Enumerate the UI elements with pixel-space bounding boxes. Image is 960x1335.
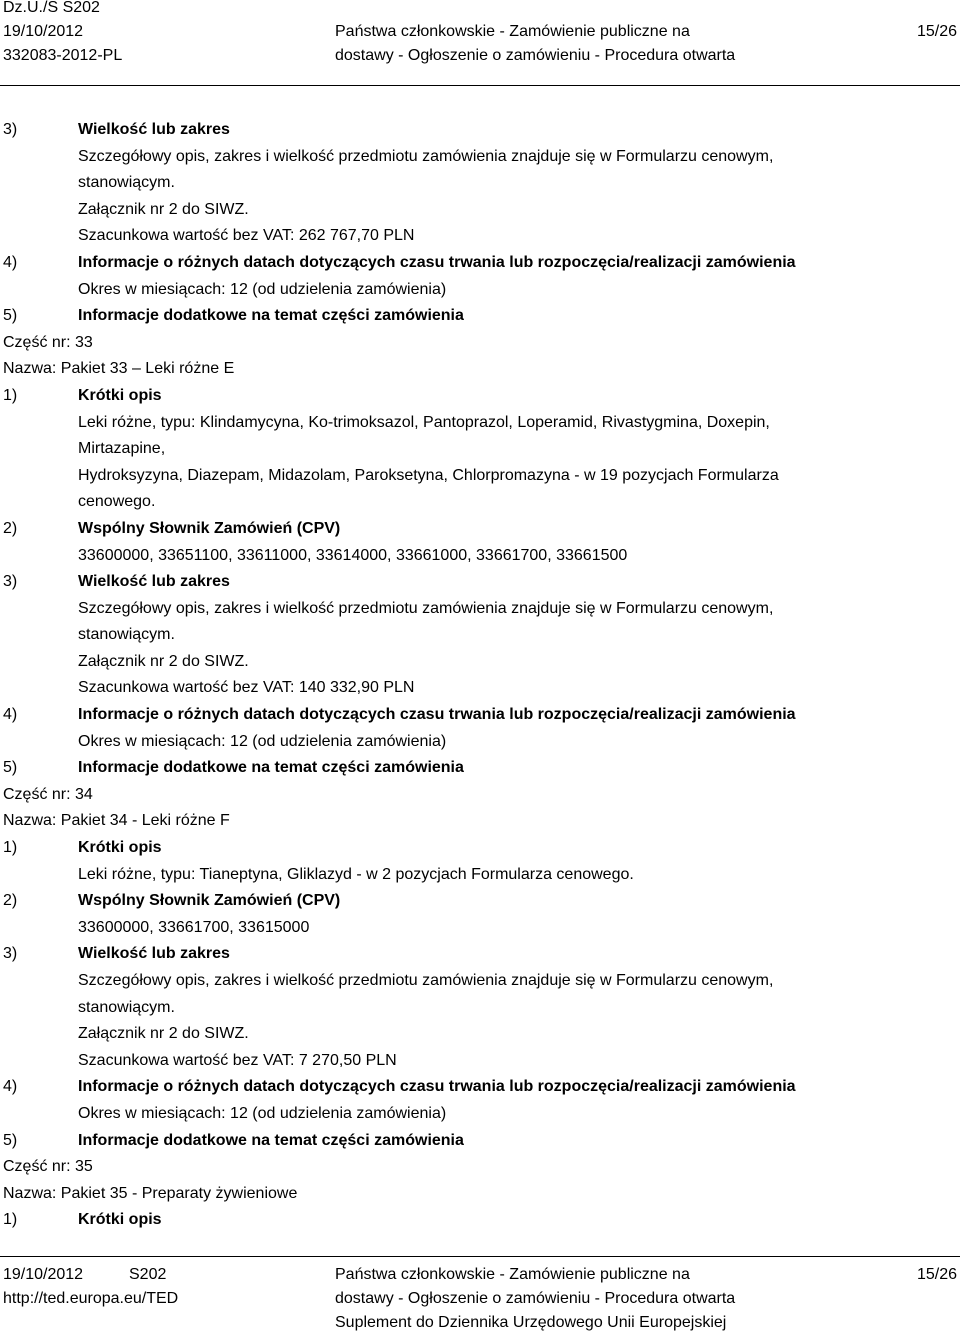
- part-number: Część nr: 35: [3, 1158, 93, 1176]
- section-text: Szczegółowy opis, zakres i wielkość przedmiotu zamówienia znajduje się w Formularzu cenowym,: [78, 972, 774, 989]
- part-name: Nazwa: Pakiet 35 - Preparaty żywieniowe: [3, 1184, 298, 1202]
- journal-ref: Dz.U./S S202: [3, 0, 100, 16]
- section-number: 4): [3, 706, 18, 724]
- section-text: Szczegółowy opis, zakres i wielkość przedmiotu zamówienia znajduje się w Formularzu cenowym,: [78, 147, 774, 165]
- section-short-description: [3, 383, 953, 516]
- header-right: [917, 0, 957, 44]
- header-rule: [0, 85, 960, 86]
- section-number: 3): [3, 121, 18, 138]
- section-number: 1): [3, 839, 18, 857]
- section-additional-info: [3, 303, 953, 330]
- section-text: stanowiącym.: [78, 626, 175, 644]
- header-left: [3, 0, 122, 68]
- footer-title-line-2: dostawy - Ogłoszenie o zamówieniu - Procedura otwarta: [335, 1290, 736, 1307]
- section-number: 2): [3, 519, 18, 537]
- footer-center: [335, 1263, 755, 1335]
- section-title: Krótki opis: [78, 1211, 162, 1229]
- section-title: Wspólny Słownik Zamówień (CPV): [78, 519, 341, 537]
- section-short-description: [3, 835, 953, 888]
- footer-series: S202: [129, 1266, 167, 1283]
- footer-right: [917, 1263, 957, 1287]
- part-number: Część nr: 34: [3, 785, 93, 803]
- section-number: 5): [3, 759, 18, 777]
- section-text: stanowiącym.: [78, 174, 175, 192]
- section-number: 2): [3, 892, 18, 910]
- part-name: Nazwa: Pakiet 34 - Leki różne F: [3, 812, 230, 830]
- section-short-description: [3, 1207, 953, 1234]
- footer-rule: [0, 1256, 960, 1257]
- header-date: 19/10/2012: [3, 23, 84, 40]
- section-text: cenowego.: [78, 493, 156, 511]
- section-text: Załącznik nr 2 do SIWZ.: [78, 1025, 249, 1043]
- section-text: Szczegółowy opis, zakres i wielkość przedmiotu zamówienia znajduje się w Formularzu cenowym,: [78, 599, 774, 617]
- part-name: Nazwa: Pakiet 33 – Leki różne E: [3, 360, 235, 378]
- footer-page-number: 15/26: [916, 1266, 957, 1283]
- header-center: [335, 0, 755, 68]
- section-cpv: [3, 888, 953, 941]
- section-title: Wielkość lub zakres: [78, 121, 230, 138]
- cpv-codes: 33600000, 33661700, 33615000: [78, 918, 310, 936]
- section-number: 4): [3, 1078, 18, 1096]
- section-title: Informacje dodatkowe na temat części zamówienia: [78, 307, 464, 325]
- section-size: [3, 569, 953, 702]
- section-title: Krótki opis: [78, 386, 162, 404]
- notice-number: 332083-2012-PL: [3, 47, 123, 64]
- section-size: [3, 117, 953, 250]
- section-title: Krótki opis: [78, 839, 162, 857]
- section-title: Wielkość lub zakres: [78, 573, 230, 591]
- section-number: 3): [3, 573, 18, 591]
- section-title: Informacje o różnych datach dotyczących czasu trwania lub rozpoczęcia/realizacji zamówienia: [78, 1078, 796, 1096]
- section-dates: [3, 250, 953, 303]
- estimated-value: Szacunkowa wartość bez VAT: 7 270,50 PLN: [78, 1051, 397, 1069]
- section-title: Wielkość lub zakres: [78, 945, 230, 963]
- section-number: 4): [3, 253, 18, 271]
- cpv-codes: 33600000, 33651100, 33611000, 33614000, 33661000, 33661700, 33661500: [78, 546, 628, 564]
- section-title: Informacje o różnych datach dotyczących czasu trwania lub rozpoczęcia/realizacji zamówienia: [78, 706, 796, 724]
- section-text: Okres w miesiącach: 12 (od udzielenia zamówienia): [78, 732, 447, 750]
- part-number: Część nr: 33: [3, 333, 93, 351]
- section-title: Wspólny Słownik Zamówień (CPV): [78, 892, 341, 910]
- section-number: 5): [3, 307, 18, 325]
- section-title: Informacje dodatkowe na temat części zamówienia: [78, 759, 464, 777]
- section-text: Mirtazapine,: [78, 440, 166, 458]
- section-number: 5): [3, 1131, 18, 1149]
- header-title-line-2: dostawy - Ogłoszenie o zamówieniu - Procedura otwarta: [335, 47, 736, 64]
- footer-date: 19/10/2012: [3, 1266, 84, 1283]
- footer-title-line-1: Państwa członkowskie - Zamówienie publiczne na: [335, 1266, 690, 1283]
- estimated-value: Szacunkowa wartość bez VAT: 262 767,70 PLN: [78, 227, 415, 245]
- footer-url: http://ted.europa.eu/TED: [3, 1290, 179, 1307]
- section-text: Hydroksyzyna, Diazepam, Midazolam, Paroksetyna, Chlorpromazyna - w 19 pozycjach Formularza: [78, 466, 779, 484]
- header-title-line-1: Państwa członkowskie - Zamówienie publiczne na: [335, 23, 690, 40]
- section-number: 1): [3, 1211, 18, 1229]
- section-size: [3, 941, 953, 1074]
- section-text: Załącznik nr 2 do SIWZ.: [78, 200, 249, 218]
- section-number: 1): [3, 386, 18, 404]
- section-text: Leki różne, typu: Klindamycyna, Ko-trimoksazol, Pantoprazol, Loperamid, Rivastygmina, Doxepin,: [78, 413, 770, 431]
- section-number: 3): [3, 945, 18, 963]
- section-dates: [3, 1074, 953, 1127]
- footer-title-line-3: Suplement do Dziennika Urzędowego Unii Europejskiej: [335, 1314, 727, 1331]
- document-body: [3, 117, 953, 1234]
- section-dates: [3, 702, 953, 755]
- section-additional-info: [3, 755, 953, 782]
- section-title: Informacje dodatkowe na temat części zamówienia: [78, 1131, 464, 1149]
- section-cpv: [3, 516, 953, 569]
- section-text: Okres w miesiącach: 12 (od udzielenia zamówienia): [78, 1104, 447, 1122]
- section-text: stanowiącym.: [78, 998, 175, 1016]
- page-number: 15/26: [916, 23, 957, 40]
- estimated-value: Szacunkowa wartość bez VAT: 140 332,90 PLN: [78, 679, 415, 697]
- section-additional-info: [3, 1128, 953, 1155]
- section-title: Informacje o różnych datach dotyczących czasu trwania lub rozpoczęcia/realizacji zamówienia: [78, 253, 796, 271]
- section-text: Leki różne, typu: Tianeptyna, Gliklazyd - w 2 pozycjach Formularza cenowego.: [78, 865, 634, 883]
- section-text: Okres w miesiącach: 12 (od udzielenia zamówienia): [78, 280, 447, 298]
- section-text: Załącznik nr 2 do SIWZ.: [78, 652, 249, 670]
- footer-left: [3, 1263, 178, 1311]
